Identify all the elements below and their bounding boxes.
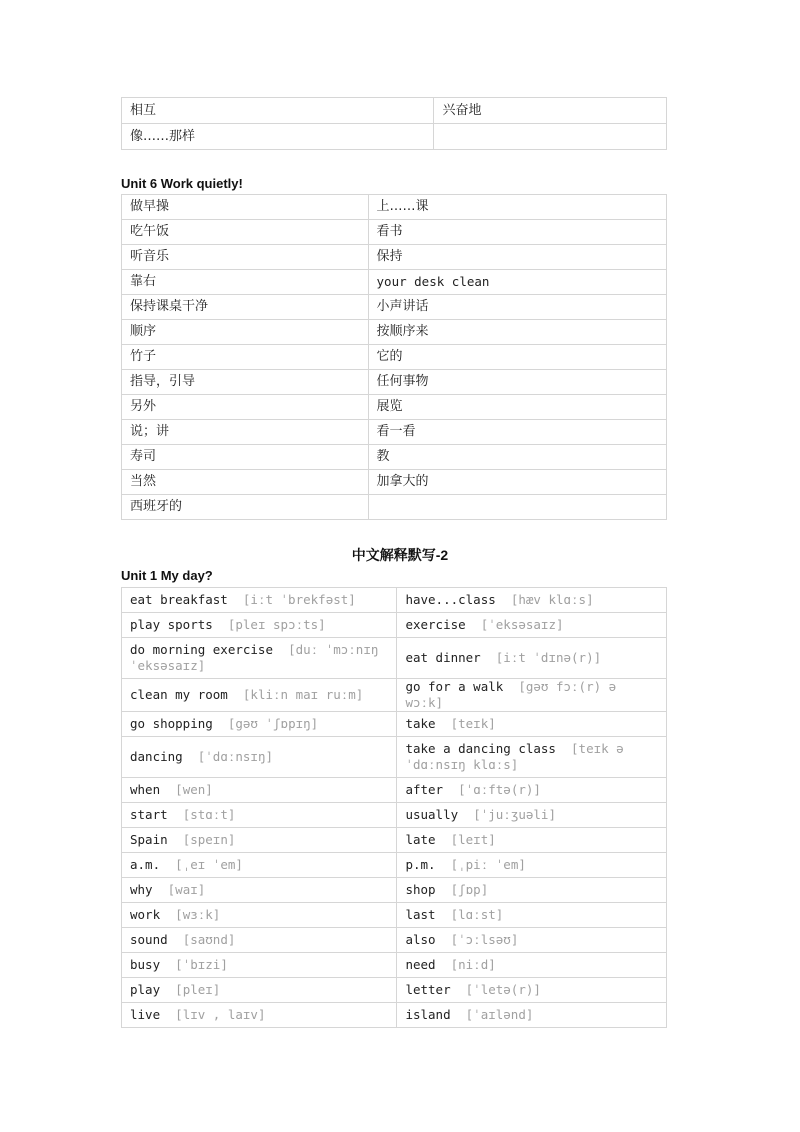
vocab-cell bbox=[397, 803, 667, 828]
table-row bbox=[122, 395, 667, 420]
table-row bbox=[122, 124, 667, 150]
phonetic-text: [speɪn] bbox=[182, 832, 236, 847]
vocab-cell bbox=[397, 679, 667, 712]
vocab-cell bbox=[397, 878, 667, 903]
english-word: have...class bbox=[405, 592, 496, 607]
english-word: take a dancing class bbox=[405, 741, 556, 756]
english-word: island bbox=[405, 1007, 451, 1022]
table-row bbox=[122, 1003, 667, 1028]
table-row bbox=[122, 638, 667, 679]
vocab-cell bbox=[122, 803, 397, 828]
vocab-cell bbox=[122, 679, 397, 712]
phonetic-text: [gəʊ ˈʃɒpɪŋ] bbox=[227, 716, 319, 731]
english-word: play bbox=[130, 982, 161, 997]
vocab-cell: 保持 bbox=[368, 245, 666, 270]
table-row bbox=[122, 295, 667, 320]
vocab-cell: 上……课 bbox=[368, 195, 666, 220]
phonetic-text: [ˌpiː ˈem] bbox=[450, 857, 526, 872]
vocab-cell: 另外 bbox=[122, 395, 369, 420]
vocab-cell: 听音乐 bbox=[122, 245, 369, 270]
vocab-cell bbox=[122, 737, 397, 778]
phonetic-text: [wen] bbox=[175, 782, 213, 797]
vocab-cell bbox=[397, 712, 667, 737]
vocab-cell bbox=[122, 638, 397, 679]
table-row bbox=[122, 679, 667, 712]
english-word: take bbox=[405, 716, 436, 731]
vocab-cell bbox=[397, 928, 667, 953]
table-row bbox=[122, 588, 667, 613]
phonetic-text: [stɑːt] bbox=[182, 807, 236, 822]
vocab-cell: 说；讲 bbox=[122, 420, 369, 445]
english-word: after bbox=[405, 782, 444, 797]
vocab-cell bbox=[397, 828, 667, 853]
english-word: live bbox=[130, 1007, 161, 1022]
vocab-table-top bbox=[121, 97, 667, 150]
table-row bbox=[122, 878, 667, 903]
english-word: last bbox=[405, 907, 436, 922]
english-word: dancing bbox=[130, 749, 183, 764]
phonetic-text: [pleɪ spɔːts] bbox=[227, 617, 326, 632]
vocab-cell: 保持课桌干净 bbox=[122, 295, 369, 320]
vocab-cell: 相互 bbox=[122, 98, 434, 124]
phonetic-text: [pleɪ] bbox=[175, 982, 221, 997]
table-row bbox=[122, 778, 667, 803]
phonetic-text: [waɪ] bbox=[167, 882, 206, 897]
vocab-cell: 像……那样 bbox=[122, 124, 434, 150]
vocab-cell: 做早操 bbox=[122, 195, 369, 220]
table-row bbox=[122, 370, 667, 395]
english-word: letter bbox=[405, 982, 451, 997]
section-title: 中文解释默写-2 bbox=[351, 547, 449, 563]
vocab-cell: 靠右 bbox=[122, 270, 369, 295]
table-row bbox=[122, 803, 667, 828]
table-row bbox=[122, 903, 667, 928]
phonetic-text: [kliːn maɪ ruːm] bbox=[242, 687, 364, 702]
vocab-cell bbox=[122, 903, 397, 928]
table-row bbox=[122, 420, 667, 445]
vocab-cell: 小声讲话 bbox=[368, 295, 666, 320]
english-word: busy bbox=[130, 957, 161, 972]
table-row bbox=[122, 953, 667, 978]
vocab-cell bbox=[122, 828, 397, 853]
vocab-cell bbox=[397, 588, 667, 613]
vocab-cell: 当然 bbox=[122, 470, 369, 495]
table-row bbox=[122, 270, 667, 295]
vocab-cell bbox=[122, 978, 397, 1003]
table-row bbox=[122, 245, 667, 270]
english-word: Spain bbox=[130, 832, 168, 847]
vocab-cell bbox=[397, 1003, 667, 1028]
table-row bbox=[122, 613, 667, 638]
vocab-cell bbox=[122, 1003, 397, 1028]
unit1-heading: Unit 1 My day? bbox=[121, 568, 213, 583]
table-row bbox=[122, 828, 667, 853]
phonetic-text: [saʊnd] bbox=[182, 932, 236, 947]
english-word: also bbox=[405, 932, 436, 947]
phonetic-text: [ˈdɑːnsɪŋ] bbox=[197, 749, 274, 764]
table-row bbox=[122, 195, 667, 220]
phonetic-text: [niːd] bbox=[450, 957, 496, 972]
phonetic-text: [teɪk ə ˈdɑːnsɪŋ klɑːs] bbox=[405, 741, 624, 772]
table-row bbox=[122, 220, 667, 245]
vocab-cell bbox=[122, 778, 397, 803]
vocab-cell: your desk clean bbox=[368, 270, 666, 295]
vocab-cell bbox=[397, 737, 667, 778]
vocab-cell: 西班牙的 bbox=[122, 495, 369, 520]
phonetic-text: [ˌeɪ ˈem] bbox=[175, 857, 243, 872]
unit1-vocab-table bbox=[121, 587, 667, 1028]
vocab-cell: 任何事物 bbox=[368, 370, 666, 395]
phonetic-text: [lɪv , laɪv] bbox=[175, 1007, 266, 1022]
phonetic-text: [leɪt] bbox=[450, 832, 496, 847]
phonetic-text: [duː ˈmɔːnɪŋ ˈeksəsaɪz] bbox=[130, 642, 379, 673]
table-row bbox=[122, 737, 667, 778]
english-word: work bbox=[130, 907, 161, 922]
table-row bbox=[122, 978, 667, 1003]
vocab-cell: 加拿大的 bbox=[368, 470, 666, 495]
table-row bbox=[122, 345, 667, 370]
vocab-cell: 它的 bbox=[368, 345, 666, 370]
phonetic-text: [ˈletə(r)] bbox=[465, 982, 541, 997]
phonetic-text: [teɪk] bbox=[450, 716, 496, 731]
english-word: go shopping bbox=[130, 716, 213, 731]
vocab-cell: 按顺序来 bbox=[368, 320, 666, 345]
vocab-cell: 顺序 bbox=[122, 320, 369, 345]
vocab-cell bbox=[122, 712, 397, 737]
english-word: do morning exercise bbox=[130, 642, 273, 657]
vocab-cell: 指导，引导 bbox=[122, 370, 369, 395]
phonetic-text: [ˈbɪzi] bbox=[175, 957, 228, 972]
english-word: p.m. bbox=[405, 857, 436, 872]
english-word: sound bbox=[130, 932, 168, 947]
vocab-cell: 看书 bbox=[368, 220, 666, 245]
phonetic-text: [ˈaɪlənd] bbox=[465, 1007, 534, 1022]
vocab-cell bbox=[122, 878, 397, 903]
vocab-cell bbox=[122, 853, 397, 878]
english-word: eat dinner bbox=[405, 650, 481, 665]
phonetic-text: [gəʊ fɔː(r) ə wɔːk] bbox=[405, 679, 617, 710]
table-row bbox=[122, 98, 667, 124]
english-word: start bbox=[130, 807, 168, 822]
english-word: play sports bbox=[130, 617, 213, 632]
vocab-cell bbox=[397, 613, 667, 638]
english-word: eat breakfast bbox=[130, 592, 228, 607]
english-word: need bbox=[405, 957, 436, 972]
english-word: a.m. bbox=[130, 857, 161, 872]
unit6-heading: Unit 6 Work quietly! bbox=[121, 176, 243, 191]
english-word: usually bbox=[405, 807, 459, 822]
vocab-cell: 竹子 bbox=[122, 345, 369, 370]
vocab-cell bbox=[397, 778, 667, 803]
vocab-cell: 看一看 bbox=[368, 420, 666, 445]
phonetic-text: [ˈjuːʒuəli] bbox=[473, 807, 556, 822]
table-row bbox=[122, 445, 667, 470]
phonetic-text: [wɜːk] bbox=[175, 907, 221, 922]
phonetic-text: [ˈɔːlsəʊ] bbox=[450, 932, 519, 947]
table-row bbox=[122, 928, 667, 953]
vocab-cell bbox=[122, 953, 397, 978]
vocab-cell bbox=[397, 903, 667, 928]
english-word: clean my room bbox=[130, 687, 228, 702]
vocab-cell: 展览 bbox=[368, 395, 666, 420]
vocab-cell bbox=[368, 495, 666, 520]
vocab-cell: 寿司 bbox=[122, 445, 369, 470]
phonetic-text: [lɑːst] bbox=[450, 907, 504, 922]
vocab-cell bbox=[122, 588, 397, 613]
english-word: go for a walk bbox=[405, 679, 504, 694]
table-row bbox=[122, 712, 667, 737]
english-word: exercise bbox=[405, 617, 466, 632]
phonetic-text: [ˈeksəsaɪz] bbox=[480, 617, 564, 632]
vocab-cell: 兴奋地 bbox=[434, 98, 667, 124]
vocab-cell: 吃午饭 bbox=[122, 220, 369, 245]
table-row bbox=[122, 320, 667, 345]
vocab-cell bbox=[122, 613, 397, 638]
english-word: when bbox=[130, 782, 161, 797]
english-word: shop bbox=[405, 882, 436, 897]
vocab-cell bbox=[397, 978, 667, 1003]
phonetic-text: [ʃɒp] bbox=[450, 882, 489, 897]
vocab-cell bbox=[397, 953, 667, 978]
english-word: late bbox=[405, 832, 436, 847]
phonetic-text: [iːt ˈbrekfəst] bbox=[242, 592, 356, 607]
phonetic-text: [hæv klɑːs] bbox=[510, 592, 594, 607]
vocab-cell bbox=[397, 853, 667, 878]
vocab-cell bbox=[434, 124, 667, 150]
vocab-cell bbox=[397, 638, 667, 679]
vocab-cell bbox=[122, 928, 397, 953]
english-word: why bbox=[130, 882, 153, 897]
phonetic-text: [ˈɑːftə(r)] bbox=[458, 782, 541, 797]
phonetic-text: [iːt ˈdɪnə(r)] bbox=[495, 650, 602, 665]
vocab-cell: 教 bbox=[368, 445, 666, 470]
table-row bbox=[122, 853, 667, 878]
table-row bbox=[122, 470, 667, 495]
table-row bbox=[122, 495, 667, 520]
unit6-vocab-table bbox=[121, 194, 667, 520]
